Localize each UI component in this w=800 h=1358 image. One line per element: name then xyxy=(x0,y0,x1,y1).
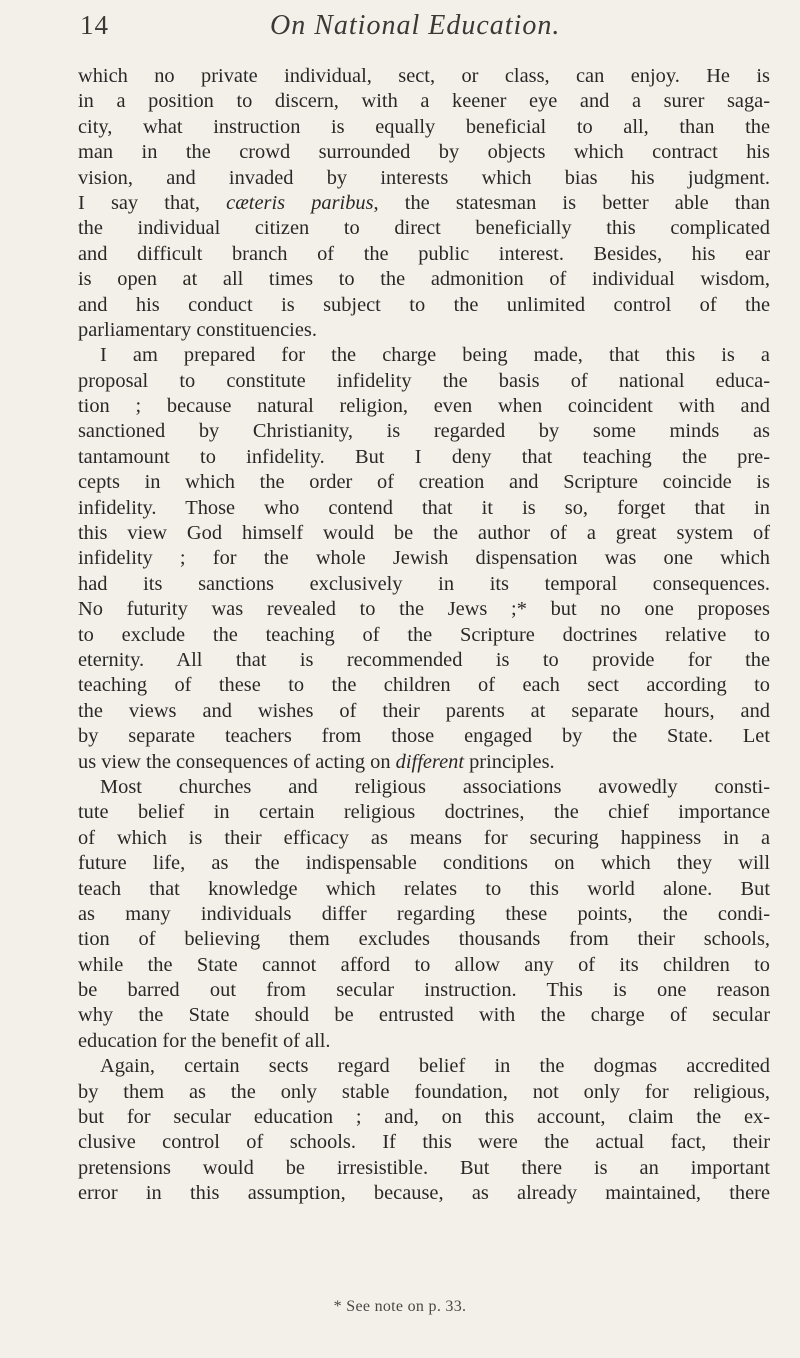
footnote: * See note on p. 33. xyxy=(333,1298,467,1315)
text-line: while the State cannot afford to allow any of its children to xyxy=(78,953,770,976)
text-line: in a position to discern, with a keener eye and a surer saga- xyxy=(78,90,770,113)
text-line: I say that, cæteris paribus, the statesman is better able than xyxy=(78,191,770,214)
text-line: the views and wishes of their parents at separate hours, and xyxy=(78,699,770,722)
text-line: eternity. All that is recommended is to provide for the xyxy=(78,648,770,671)
text-line: infidelity ; for the whole Jewish dispensation was one which xyxy=(78,547,770,570)
text-line: tantamount to infidelity. But I deny that teaching the pre- xyxy=(78,445,770,468)
running-title: On National Education. xyxy=(270,10,561,41)
text-line: by separate teachers from those engaged by the State. Let xyxy=(78,725,770,748)
text-line: man in the crowd surrounded by objects which contract his xyxy=(78,141,770,164)
text-line: vision, and invaded by interests which bias his judgment. xyxy=(78,166,770,189)
text-line: tion ; because natural religion, even when coincident with and xyxy=(78,395,770,418)
text-line: I am prepared for the charge being made, that this is a xyxy=(100,344,770,367)
text-line: by them as the only stable foundation, not only for religious, xyxy=(78,1080,770,1103)
page-number: 14 xyxy=(80,10,109,40)
italic-phrase: different xyxy=(395,750,465,773)
text-line: the individual citizen to direct beneficially this complicated xyxy=(78,217,770,240)
text-line: future life, as the indispensable conditions on which they will xyxy=(78,852,770,875)
text-line: and his conduct is subject to the unlimited control of the xyxy=(78,293,770,316)
text-line: why the State should be entrusted with the charge of secular xyxy=(78,1004,770,1027)
text-line: city, what instruction is equally beneficial to all, than the xyxy=(78,115,770,138)
body-text xyxy=(78,64,770,1207)
text-line: had its sanctions exclusively in its temporal consequences. xyxy=(78,572,770,595)
running-head xyxy=(80,10,750,50)
text-line: tion of believing them excludes thousands from their schools, xyxy=(78,928,770,951)
text-line: to exclude the teaching of the Scripture doctrines relative to xyxy=(78,623,770,646)
text-line: as many individuals differ regarding these points, the condi- xyxy=(78,902,770,925)
text-line: education for the benefit of all. xyxy=(78,1029,331,1052)
text-line: error in this assumption, because, as already maintained, there xyxy=(78,1182,770,1205)
text-line: which no private individual, sect, or class, can enjoy. He is xyxy=(78,65,770,87)
text-line: Again, certain sects regard belief in the dogmas accredited xyxy=(100,1055,770,1078)
text-line: infidelity. Those who contend that it is so, forget that in xyxy=(78,496,770,519)
text-line: cepts in which the order of creation and Scripture coincide is xyxy=(78,471,770,494)
text-line: of which is their efficacy as means for securing happiness in a xyxy=(78,826,770,849)
text-line: teaching of these to the children of each sect according to xyxy=(78,674,770,697)
text-line: is open at all times to the admonition of individual wisdom, xyxy=(78,268,770,291)
text-line: proposal to constitute infidelity the basis of national educa- xyxy=(78,369,770,392)
text-line: and difficult branch of the public interest. Besides, his ear xyxy=(78,242,770,265)
text-line: but for secular education ; and, on this account, claim the ex- xyxy=(78,1106,770,1129)
text-line: be barred out from secular instruction. This is one reason xyxy=(78,979,770,1002)
text-line: sanctioned by Christianity, is regarded by some minds as xyxy=(78,420,770,443)
text-line: pretensions would be irresistible. But there is an important xyxy=(78,1156,770,1179)
italic-phrase: cæteris paribus xyxy=(226,191,374,214)
text-line: tute belief in certain religious doctrines, the chief importance xyxy=(78,801,770,824)
text-line: No futurity was revealed to the Jews ;* but no one proposes xyxy=(78,598,770,621)
text-line: parliamentary constituencies. xyxy=(78,318,317,341)
text-line: this view God himself would be the author of a great system of xyxy=(78,522,770,545)
text-line: teach that knowledge which relates to this world alone. But xyxy=(78,877,770,900)
text-line: clusive control of schools. If this were the actual fact, their xyxy=(78,1131,770,1154)
text-line: us view the consequences of acting on different principles. xyxy=(78,750,555,773)
text-line: Most churches and religious associations avowedly consti- xyxy=(100,775,770,798)
